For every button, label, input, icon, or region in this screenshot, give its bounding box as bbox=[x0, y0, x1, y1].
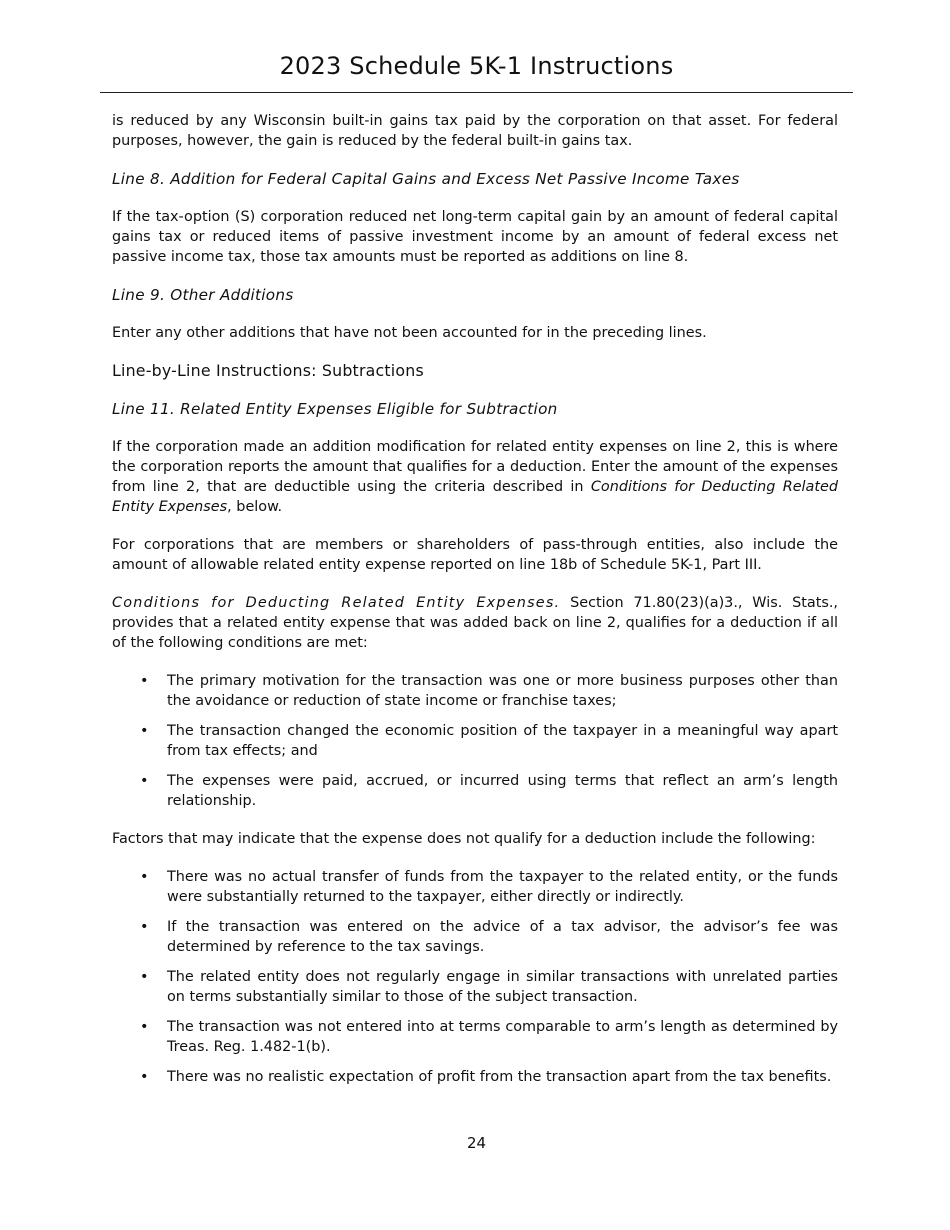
list-item bbox=[112, 867, 838, 907]
page-content bbox=[112, 111, 838, 1087]
list-item-text: The transaction was not entered into at terms comparable to arm’s length as determined by Treas. Reg. 1.482-1(b). bbox=[167, 1019, 838, 1055]
list-item bbox=[112, 967, 838, 1007]
conditions-list bbox=[112, 671, 838, 811]
list-item bbox=[112, 771, 838, 811]
line-11-paragraph bbox=[112, 437, 838, 517]
bullet-icon: • bbox=[140, 869, 149, 885]
header-divider bbox=[100, 92, 853, 93]
bullet-icon: • bbox=[140, 673, 149, 689]
page-title: 2023 Schedule 5K-1 Instructions bbox=[279, 52, 674, 80]
line-11-text-b: , below. bbox=[227, 499, 283, 515]
line-9-heading: Line 9. Other Additions bbox=[112, 286, 294, 304]
list-item-text: There was no actual transfer of funds from the taxpayer to the related entity, or the funds were substantially returned to the taxpayer, either directly or indirectly. bbox=[167, 869, 838, 905]
bullet-icon: • bbox=[140, 1069, 149, 1085]
list-item-text: The related entity does not regularly engage in similar transactions with unrelated parties on terms substantially similar to those of the subject transaction. bbox=[167, 969, 838, 1005]
line-11-text-italic-reference: Conditions for Deducting Related Entity Expenses bbox=[112, 479, 838, 515]
page-number: 24 bbox=[466, 1134, 487, 1152]
line-8-paragraph: If the tax-option (S) corporation reduced net long-term capital gain by an amount of federal capital gains tax or reduced items of passive investment income by an amount of federal excess net passive income tax, those tax amounts must be reported as additions on line 8. bbox=[112, 209, 838, 265]
factors-paragraph: Factors that may indicate that the expense does not qualify for a deduction include the following: bbox=[112, 831, 816, 847]
list-item bbox=[112, 671, 838, 711]
list-item-text: There was no realistic expectation of profit from the transaction apart from the tax benefits. bbox=[167, 1069, 832, 1085]
intro-paragraph: is reduced by any Wisconsin built-in gains tax paid by the corporation on that asset. For federal purposes, however, the gain is reduced by the federal built-in gains tax. bbox=[112, 113, 838, 149]
line-11-text-a: If the corporation made an addition modification for related entity expenses on line 2, this is where the corporation reports the amount that qualifies for a deduction. Enter the amount of the expenses from line 2, that are deductible using the criteria described in bbox=[112, 439, 838, 495]
conditions-text: Section 71.80(23)(a)3., Wis. Stats., provides that a related entity expense that was added back on line 2, qualifies for a deduction if all of the following conditions are met: bbox=[112, 595, 838, 651]
conditions-paragraph bbox=[112, 593, 838, 653]
list-item bbox=[112, 917, 838, 957]
list-item-text: If the transaction was entered on the advice of a tax advisor, the advisor’s fee was determined by reference to the tax savings. bbox=[167, 919, 838, 955]
bullet-icon: • bbox=[140, 969, 149, 985]
conditions-label: Conditions for Deducting Related Entity Expenses. bbox=[112, 595, 561, 611]
list-item bbox=[112, 721, 838, 761]
pass-through-paragraph: For corporations that are members or shareholders of pass-through entities, also include the amount of allowable related entity expense reported on line 18b of Schedule 5K-1, Part III. bbox=[112, 537, 838, 573]
list-item-text: The primary motivation for the transaction was one or more business purposes other than the avoidance or reduction of state income or franchise taxes; bbox=[167, 673, 838, 709]
bullet-icon: • bbox=[140, 1019, 149, 1035]
list-item bbox=[112, 1017, 838, 1057]
bullet-icon: • bbox=[140, 773, 149, 789]
list-item-text: The expenses were paid, accrued, or incurred using terms that reflect an arm’s length relationship. bbox=[167, 773, 838, 809]
line-11-heading: Line 11. Related Entity Expenses Eligible for Subtraction bbox=[112, 400, 558, 418]
subtractions-section-heading: Line-by-Line Instructions: Subtractions bbox=[112, 361, 424, 380]
bullet-icon: • bbox=[140, 723, 149, 739]
bullet-icon: • bbox=[140, 919, 149, 935]
list-item-text: The transaction changed the economic position of the taxpayer in a meaningful way apart from tax effects; and bbox=[167, 723, 838, 759]
list-item bbox=[112, 1067, 838, 1087]
line-8-heading: Line 8. Addition for Federal Capital Gains and Excess Net Passive Income Taxes bbox=[112, 170, 740, 188]
line-9-paragraph: Enter any other additions that have not been accounted for in the preceding lines. bbox=[112, 325, 707, 341]
factors-list bbox=[112, 867, 838, 1087]
